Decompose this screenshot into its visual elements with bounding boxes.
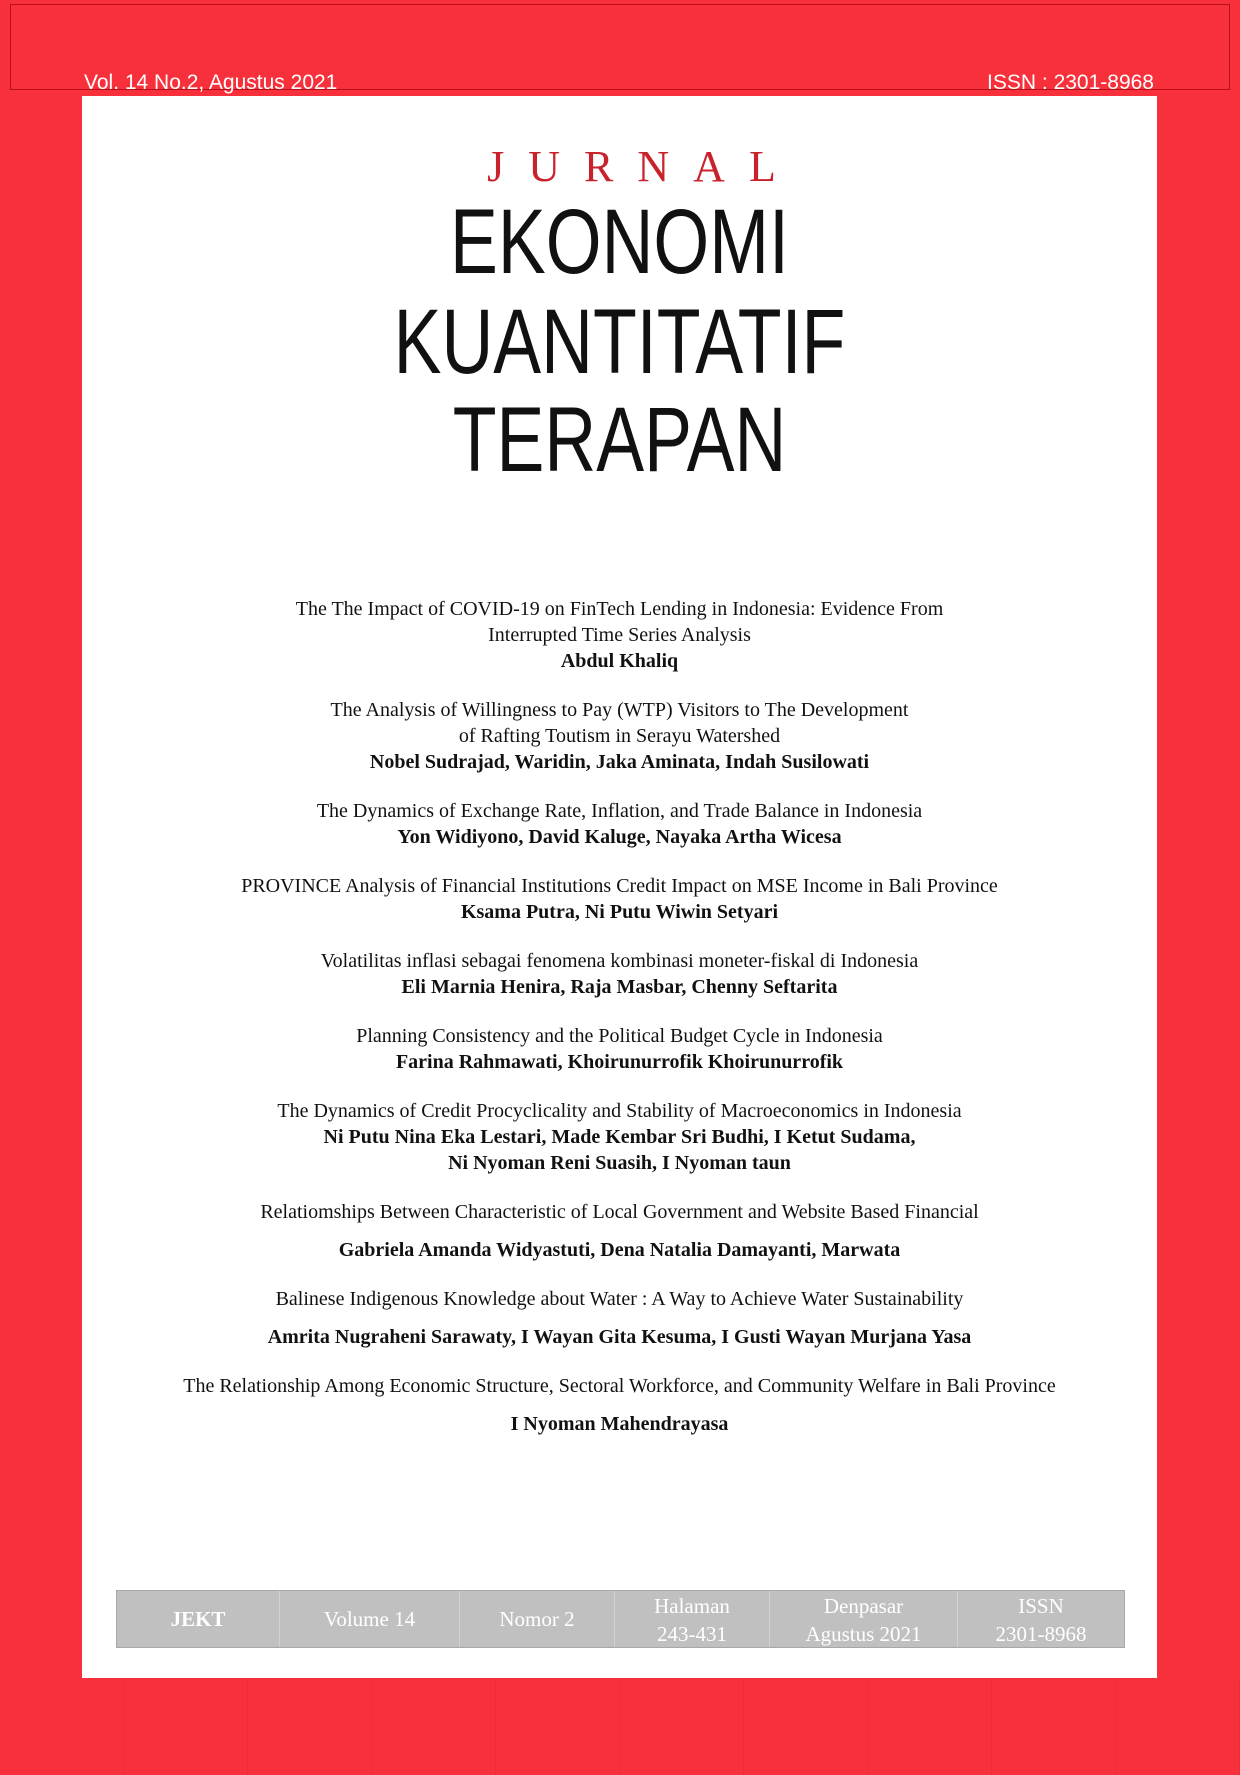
masthead-ekonomi: EKONOMI — [450, 191, 789, 293]
masthead-kuantitatif: KUANTITATIF — [393, 291, 846, 393]
article-entry — [82, 1023, 1157, 1075]
footer-journal: JEKT — [117, 1591, 280, 1647]
article-title: PROVINCE Analysis of Financial Institutions Credit Impact on MSE Income in Bali Province — [241, 875, 998, 897]
article-authors: Farina Rahmawati, Khoirunurrofik Khoirunurrofik — [395, 1051, 844, 1073]
footer-nomor — [460, 1591, 615, 1647]
article-title: The Dynamics of Exchange Rate, Inflation, and Trade Balance in Indonesia — [316, 800, 923, 822]
article-authors: Ni Nyoman Reni Suasih, I Nyoman taun — [448, 1152, 791, 1174]
article-title: of Rafting Toutism in Serayu Watershed — [458, 725, 781, 747]
issue-info-bar — [116, 1590, 1125, 1648]
footer-issn-value: 2301-8968 — [995, 1622, 1087, 1646]
article-title: Balinese Indigenous Knowledge about Water : A Way to Achieve Water Sustainability — [275, 1288, 964, 1310]
article-authors: Amrita Nugraheni Sarawaty, I Wayan Gita Kesuma, I Gusti Wayan Murjana Yasa — [267, 1326, 972, 1348]
table-of-contents — [82, 596, 1157, 1460]
article-entry — [82, 1286, 1157, 1350]
cover-sheet — [82, 96, 1157, 1678]
article-title: Interrupted Time Series Analysis — [488, 624, 751, 646]
article-title: Planning Consistency and the Political Budget Cycle in Indonesia — [356, 1025, 883, 1047]
article-entry — [82, 596, 1157, 674]
article-title: The Analysis of Willingness to Pay (WTP) Visitors to The Development — [330, 699, 909, 721]
footer-halaman-label: Halaman — [654, 1594, 730, 1618]
footer-issn-label: ISSN — [1018, 1594, 1064, 1618]
article-entry — [82, 873, 1157, 925]
article-authors: I Nyoman Mahendrayasa — [510, 1413, 729, 1435]
footer-date: Agustus 2021 — [805, 1622, 922, 1646]
masthead-terapan: TERAPAN — [452, 389, 787, 491]
article-authors: Ksama Putra, Ni Putu Wiwin Setyari — [460, 901, 779, 923]
article-entry — [82, 1373, 1157, 1437]
article-title: The Relationship Among Economic Structure, Sectoral Workforce, and Community Welfare in Bali Province — [183, 1375, 1056, 1397]
masthead-jurnal: JURNAL — [487, 142, 800, 191]
article-entry — [82, 798, 1157, 850]
article-authors: Eli Marnia Henira, Raja Masbar, Chenny Seftarita — [401, 976, 838, 998]
footer-halaman-value: 243-431 — [657, 1622, 727, 1646]
volume-line: Vol. 14 No.2, Agustus 2021 — [84, 71, 338, 94]
footer-nomor-text: Nomor 2 — [499, 1606, 575, 1631]
article-entry — [82, 697, 1157, 775]
footer-halaman — [615, 1591, 770, 1647]
article-title: The The Impact of COVID-19 on FinTech Lending in Indonesia: Evidence From — [295, 598, 944, 620]
footer-volume: Volume 14 — [280, 1591, 460, 1647]
article-title: The Dynamics of Credit Procyclicality and Stability of Macroeconomics in Indonesia — [277, 1100, 962, 1122]
bottom-red-strip — [0, 1678, 1240, 1775]
article-authors: Gabriela Amanda Widyastuti, Dena Natalia Damayanti, Marwata — [338, 1239, 901, 1261]
article-title: Relatiomships Between Characteristic of Local Government and Website Based Financial — [260, 1201, 979, 1223]
article-authors: Nobel Sudrajad, Waridin, Jaka Aminata, Indah Susilowati — [369, 751, 870, 773]
article-entry — [82, 948, 1157, 1000]
footer-place: Denpasar — [823, 1594, 904, 1618]
article-authors: Ni Putu Nina Eka Lestari, Made Kembar Sri Budhi, I Ketut Sudama, — [323, 1126, 916, 1148]
article-authors: Yon Widiyono, David Kaluge, Nayaka Artha Wicesa — [397, 826, 842, 848]
issn-line: ISSN : 2301-8968 — [987, 71, 1154, 94]
footer-place-date — [770, 1591, 958, 1647]
footer-issn — [958, 1591, 1124, 1647]
article-authors: Abdul Khaliq — [560, 650, 679, 672]
article-title: Volatilitas inflasi sebagai fenomena kombinasi moneter-fiskal di Indonesia — [320, 950, 919, 972]
article-entry — [82, 1199, 1157, 1263]
article-entry — [82, 1098, 1157, 1176]
